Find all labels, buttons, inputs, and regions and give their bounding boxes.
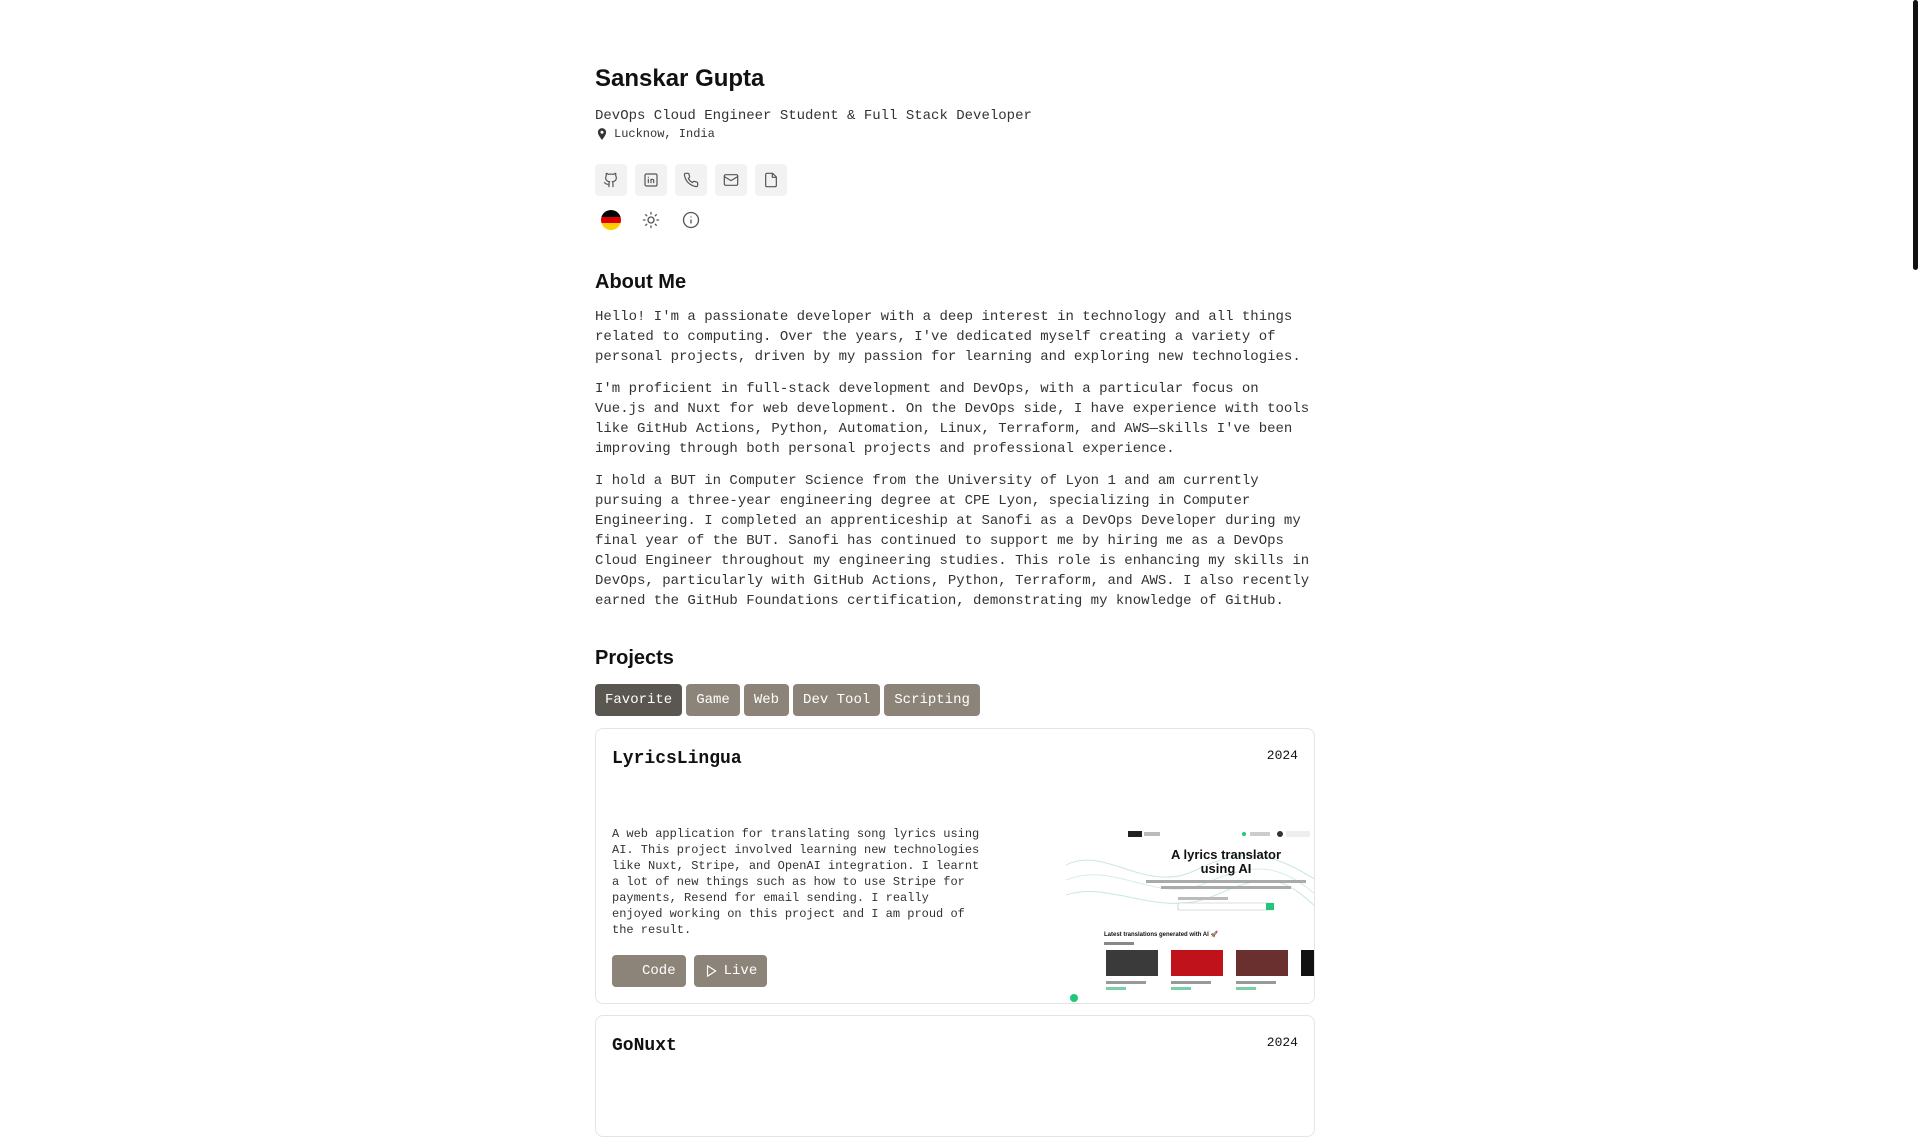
live-button[interactable] — [694, 955, 768, 987]
project-card-gonuxt — [595, 1015, 1315, 1137]
live-button-label: Live — [723, 963, 758, 979]
preview-headline: A lyrics translator — [1170, 847, 1282, 862]
filter-dev-tool[interactable]: Dev Tool — [793, 684, 880, 716]
preview-headline: using AI — [1200, 861, 1252, 876]
about-paragraph: I hold a BUT in Computer Science from the University of Lyon 1 and am currently pursuing a three-year engineering degree at CPE Lyon, specializing in Computer Engineering. I completed an apprenticeship at Sanofi as a DevOps Developer during my final year of the BUT. Sanofi has continued to support me by hiring me as a DevOps Cloud Engineer throughout my engineering studies. This role is enhancing my skills in DevOps, particularly with GitHub Actions, Python, Terraform, and AWS. I also recently earned the GitHub Foundations certification, demonstrating my knowledge of GitHub. — [595, 473, 1310, 609]
play-icon — [704, 964, 718, 978]
file-icon — [763, 172, 779, 188]
project-card-lyricslingua — [595, 728, 1315, 1004]
location-text: Lucknow, India — [614, 127, 715, 141]
project-year: 2024 — [1266, 748, 1298, 763]
filter-scripting[interactable]: Scripting — [884, 684, 980, 716]
phone-icon — [683, 172, 699, 188]
mail-icon — [723, 172, 739, 188]
about-heading: About Me — [595, 271, 687, 293]
filter-favorite[interactable]: Favorite — [595, 684, 682, 716]
profile-location — [595, 127, 715, 141]
code-button[interactable] — [612, 955, 686, 987]
theme-toggle-button[interactable] — [635, 204, 667, 236]
profile-subtitle: DevOps Cloud Engineer Student & Full Stack Developer — [595, 108, 1032, 124]
about-paragraph: Hello! I'm a passionate developer with a deep interest in technology and all things related to computing. Over the years, I've dedicated myself creating a variety of personal projects, driven by my passion for learning and exploring new technologies. — [595, 309, 1301, 365]
page-scrollbar[interactable] — [1908, 0, 1920, 1080]
filter-web[interactable]: Web — [744, 684, 789, 716]
preview-section-label: Latest translations generated with AI 🚀 — [1104, 932, 1218, 938]
about-paragraph: I'm proficient in full-stack development and DevOps, with a particular focus on Vue.js and Nuxt for web development. On the DevOps side, I have experience with tools like GitHub Actions, Python, Automation, Linux, Terraform, and AWS—skills I've been improving through both personal projects and professional experience. — [595, 381, 1310, 457]
resume-link[interactable] — [755, 164, 787, 196]
linkedin-link[interactable] — [635, 164, 667, 196]
scrollbar-thumb[interactable] — [1913, 0, 1918, 270]
profile-name: Sanskar Gupta — [595, 65, 765, 92]
contact-links — [595, 164, 787, 196]
project-preview-image — [1066, 825, 1315, 1004]
project-title: LyricsLingua — [612, 749, 742, 769]
info-icon — [682, 211, 700, 229]
project-filters — [595, 684, 980, 716]
german-flag-icon — [601, 210, 621, 230]
code-button-label: Code — [642, 963, 676, 979]
project-year: 2024 — [1266, 1035, 1298, 1050]
email-link[interactable] — [715, 164, 747, 196]
about-text — [595, 307, 1315, 623]
filter-game[interactable]: Game — [686, 684, 740, 716]
phone-link[interactable] — [675, 164, 707, 196]
project-title: GoNuxt — [612, 1036, 677, 1056]
projects-heading: Projects — [595, 647, 674, 669]
github-icon — [603, 172, 619, 188]
github-link[interactable] — [595, 164, 627, 196]
language-switch-button[interactable] — [595, 204, 627, 236]
settings-controls — [595, 204, 707, 236]
map-pin-icon — [595, 127, 609, 141]
project-actions — [612, 955, 767, 987]
code-icon — [622, 964, 636, 978]
sun-icon — [642, 211, 660, 229]
info-button[interactable] — [675, 204, 707, 236]
linkedin-icon — [643, 172, 659, 188]
project-description: A web application for translating song lyrics using AI. This project involved learning new technologies like Nuxt, Stripe, and OpenAI integration. I learnt a lot of new things such as how to use Stripe for payments, Resend for email sending. I really enjoyed working on this project and I am proud of the result. — [612, 827, 980, 937]
